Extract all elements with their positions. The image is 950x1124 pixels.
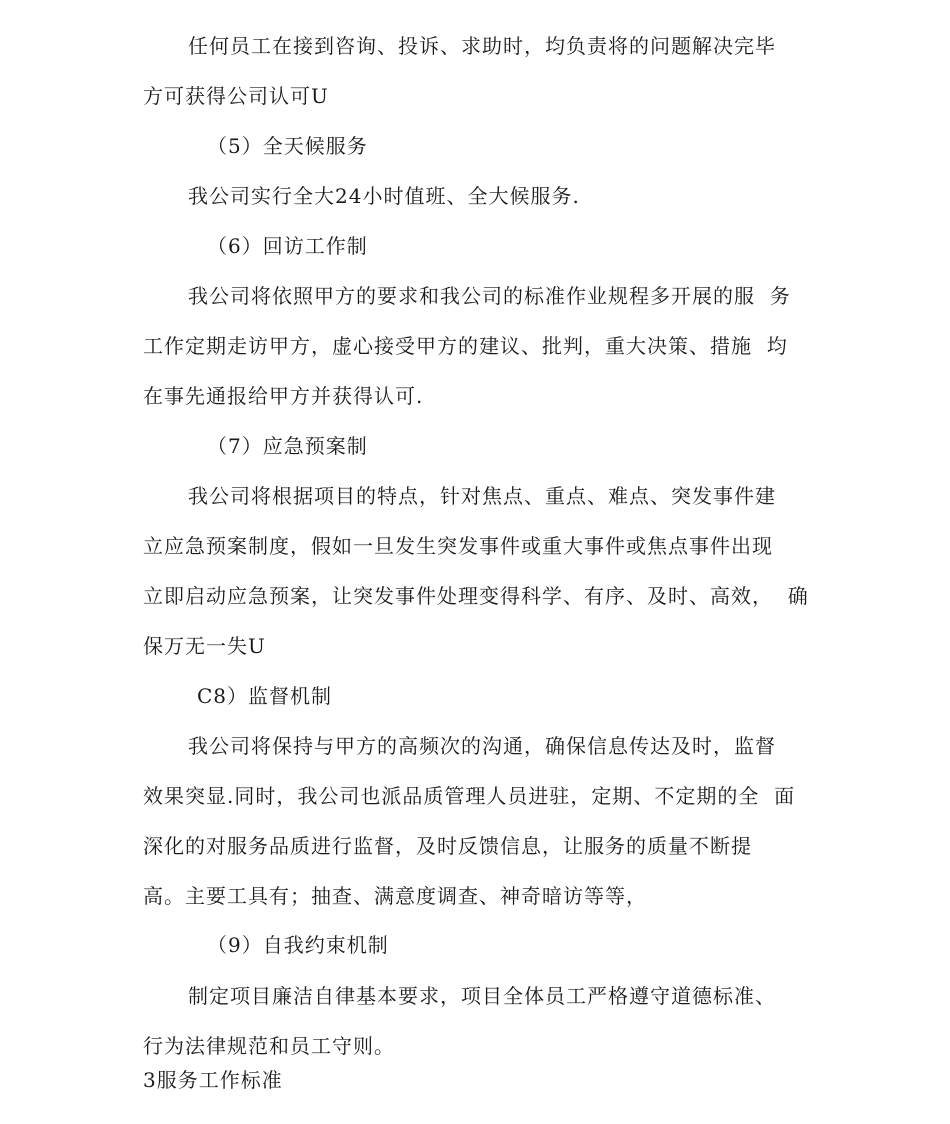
paragraph-line: 方可获得公司认可U [143,84,329,108]
paragraph-line: 我公司将依照甲方的要求和我公司的标准作业规程多开展的服 务 [188,284,791,308]
paragraph-line: 深化的对服务品质进行监督，及时反馈信息，让服务的质量不断提 [143,834,752,858]
paragraph-line: 在事先通报给甲方并获得认可. [143,384,424,408]
paragraph-line: 效果突显.同时，我公司也派品质管理人员进驻，定期、不定期的全 面 [143,784,796,808]
paragraph-line: 工作定期走访甲方，虚心接受甲方的建议、批判，重大决策、措施 均 [143,334,788,358]
section-heading: （5）全天候服务 [207,134,368,158]
section-heading: （6）回访工作制 [207,234,368,258]
paragraph-line: 任何员工在接到咨询、投诉、求助时，均负责将的问题解决完毕 [188,34,776,58]
paragraph-line: 制定项目廉洁自律基本要求，项目全体员工严格遵守道德标准、 [188,984,776,1008]
paragraph-line: 我公司将根据项目的特点，针对焦点、重点、难点、突发事件建 [188,484,776,508]
paragraph-line: 保万无一失U [143,634,266,658]
section-heading: C8）监督机制 [197,684,333,708]
section-heading: （9）自我约束机制 [207,933,389,957]
section-title: 3服务工作标准 [143,1068,283,1092]
paragraph-line: 立即启动应急预案，让突发事件处理变得科学、有序、及时、高效， 确 [143,584,809,608]
section-heading: （7）应急预案制 [207,434,368,458]
paragraph-line: 高。主要工具有；抽查、满意度调查、神奇暗访等等， [143,884,647,908]
paragraph-line: 我公司实行全大24小时值班、全大候服务. [188,184,580,208]
paragraph-line: 立应急预案制度，假如一旦发生突发事件或重大事件或焦点事件出现 [143,534,773,558]
paragraph-line: 行为法律规范和员工守则。 [143,1034,395,1058]
paragraph-line: 我公司将保持与甲方的高频次的沟通，确保信息传达及时，监督 [188,734,776,758]
